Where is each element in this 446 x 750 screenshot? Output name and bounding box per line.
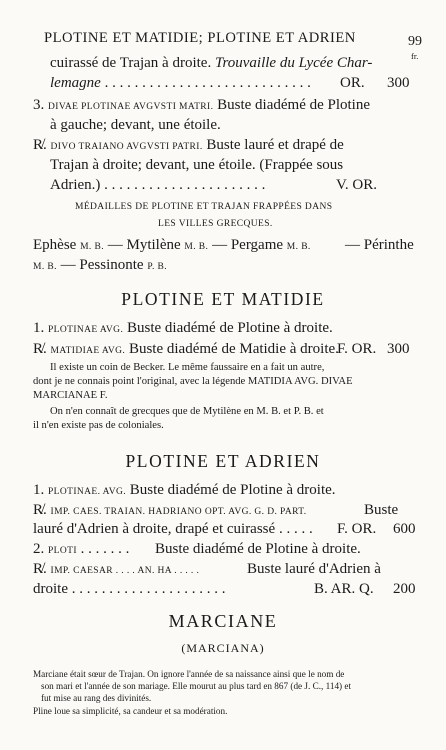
price-200: 200: [393, 581, 416, 597]
item-3-obverse: [33, 97, 370, 114]
reverse-mark: R̸.: [33, 341, 47, 357]
continuation-text: cuirassé de Trajan à droite.: [50, 55, 212, 71]
item-number: 3.: [33, 97, 45, 113]
section-title-plotine-adrien: PLOTINE ET ADRIEN: [125, 451, 321, 471]
s2-reverse-2-desc: Buste lauré d'Adrien à: [247, 561, 381, 577]
module-mark: M. B.: [33, 262, 57, 272]
coin-legend: IMP. CAESAR . . . . AN. HA . . . . .: [50, 566, 200, 576]
item-3-obverse-cont: à gauche; devant, une étoile.: [50, 117, 221, 133]
leader-dots: . . . . . . . . . . . . . . . . . . . . .: [68, 581, 226, 597]
lemagne-italic: lemagne: [50, 75, 101, 91]
s1-reverse: [33, 341, 339, 358]
section-title-marciane: MARCIANE: [168, 611, 278, 631]
page-unit: fr.: [411, 51, 419, 61]
item-description: Buste diadémé de Plotine à droite.: [129, 482, 336, 498]
item-3-reverse-cont: Trajan à droite; devant, une étoile. (Frappée sous: [50, 157, 344, 173]
trouvaille-italic: Trouvaille du Lycée Char-: [214, 55, 373, 71]
note-1-line-3: MARCIANAE F.: [33, 390, 108, 401]
metal-f-or: F. OR.: [337, 341, 377, 357]
coin-legend: PLOTINAE. AVG.: [48, 487, 126, 497]
note-1-line-2: dont je ne connais point l'original, avec la légende MATIDIA AVG. DIVAE: [33, 376, 353, 387]
coin-legend: DIVO TRAIANO AVGVSTI PATRI.: [50, 142, 203, 152]
reverse-mark: R̸.: [33, 137, 47, 153]
bio-line-2: son mari et l'année de son mariage. Elle mourut au plus tard en 867 (de J. C., 114) et: [41, 681, 352, 691]
note-1-line-1: Il existe un coin de Becker. Le même faussaire en a fait un autre,: [50, 362, 325, 373]
item-description: lauré d'Adrien à droite, drapé et cuirassé: [33, 521, 276, 537]
running-title: PLOTINE ET MATIDIE; PLOTINE ET ADRIEN: [44, 30, 356, 46]
s2-reverse-2-cont: [33, 581, 226, 598]
module-mark: M. B.: [286, 242, 311, 252]
price-300: 300: [387, 75, 410, 91]
coin-legend: IMP. CAES. TRAIAN. HADRIANO OPT. AVG. G. D. PART.: [50, 507, 307, 517]
s2-item-2-desc: Buste diadémé de Plotine à droite.: [155, 541, 361, 557]
bio-line-1: Marciane était sœur de Trajan. On ignore l'année de sa naissance ainsi que le nom de: [33, 669, 345, 679]
price-600: 600: [393, 521, 416, 537]
city-pessinonte: — Pessinonte: [60, 257, 144, 273]
item-description: Buste lauré et drapé de: [206, 137, 344, 153]
greek-heading-line-1: MÉDAILLES DE PLOTINE ET TRAJAN FRAPPÉES DANS: [75, 202, 333, 212]
city-ephese: Ephèse: [33, 237, 77, 253]
city-perinthe: — Périnthe: [345, 237, 414, 253]
metal-b-ar-q: B. AR. Q.: [314, 581, 374, 597]
leader-dots: . . . . . . . . . . . . . . . . . . . . . . . . . . . .: [100, 75, 311, 91]
page-number: 99: [408, 34, 422, 49]
item-description: droite: [33, 581, 68, 597]
leader-dots: . . . . .: [275, 521, 313, 537]
coin-legend: PLOTI: [48, 546, 77, 556]
module-mark: M. B.: [80, 242, 104, 252]
bio-line-3: fut mise au rang des divinités.: [41, 693, 152, 703]
leader-dots: . . . . . . .: [76, 541, 130, 557]
coin-legend: PLOTINAE AVG.: [48, 325, 124, 335]
s2-reverse-1-buste: Buste: [364, 502, 399, 518]
metal-v-or: V. OR.: [336, 177, 377, 193]
item-description: Buste diadémé de Matidie à droite.: [128, 341, 339, 357]
leader-dots: . . . . . . . . . . . . . . . . . . . . . .: [100, 177, 266, 193]
item-description: Buste diadémé de Plotine à droite.: [126, 320, 333, 336]
item-number: 1.: [33, 482, 45, 498]
note-2-line-2: il n'en existe pas de coloniales.: [33, 420, 164, 431]
item-3-reverse-end: [50, 177, 265, 194]
greek-heading-line-2: LES VILLES GRECQUES.: [158, 219, 273, 229]
metal-or: OR.: [340, 75, 365, 91]
item-number: 1.: [33, 320, 45, 336]
module-mark: M. B.: [184, 242, 209, 252]
s2-reverse-1-cont: [33, 521, 313, 538]
reverse-mark: R̸.: [33, 561, 47, 577]
s2-reverse-2: [33, 561, 199, 578]
s2-item-2: [33, 541, 129, 558]
continuation-line-2: [50, 75, 311, 92]
city-mytilene: — Mytilène: [107, 237, 181, 253]
price-300-b: 300: [387, 341, 410, 357]
item-3-reverse: [33, 137, 344, 154]
section-title-plotine-matidie: PLOTINE ET MATIDIE: [121, 289, 325, 309]
s1-item-1: [33, 320, 333, 337]
item-description: Buste diadémé de Plotine: [217, 97, 371, 113]
metal-f-or-2: F. OR.: [337, 521, 377, 537]
item-number: 2.: [33, 541, 45, 557]
note-2-line-1: On n'en connaît de grecques que de Mytilène en M. B. et P. B. et: [50, 406, 324, 417]
continuation-line-1: [50, 55, 372, 72]
greek-cities-line-2: [33, 257, 167, 274]
section-subtitle-marciana: (MARCIANA): [181, 641, 265, 655]
bio-line-4: Pline loue sa simplicité, sa candeur et sa modération.: [33, 706, 228, 716]
coin-legend: MATIDIAE AVG.: [50, 346, 126, 356]
greek-cities-line-1: [33, 237, 311, 254]
reverse-mark: R̸.: [33, 502, 47, 518]
item-description: Adrien.): [50, 177, 101, 193]
city-pergame: — Pergame: [212, 237, 284, 253]
coin-legend: DIVAE PLOTINAE AVGVSTI MATRI.: [48, 102, 214, 112]
module-mark: P. B.: [147, 262, 168, 272]
s2-item-1: [33, 482, 336, 499]
s2-reverse-1: [33, 502, 307, 519]
